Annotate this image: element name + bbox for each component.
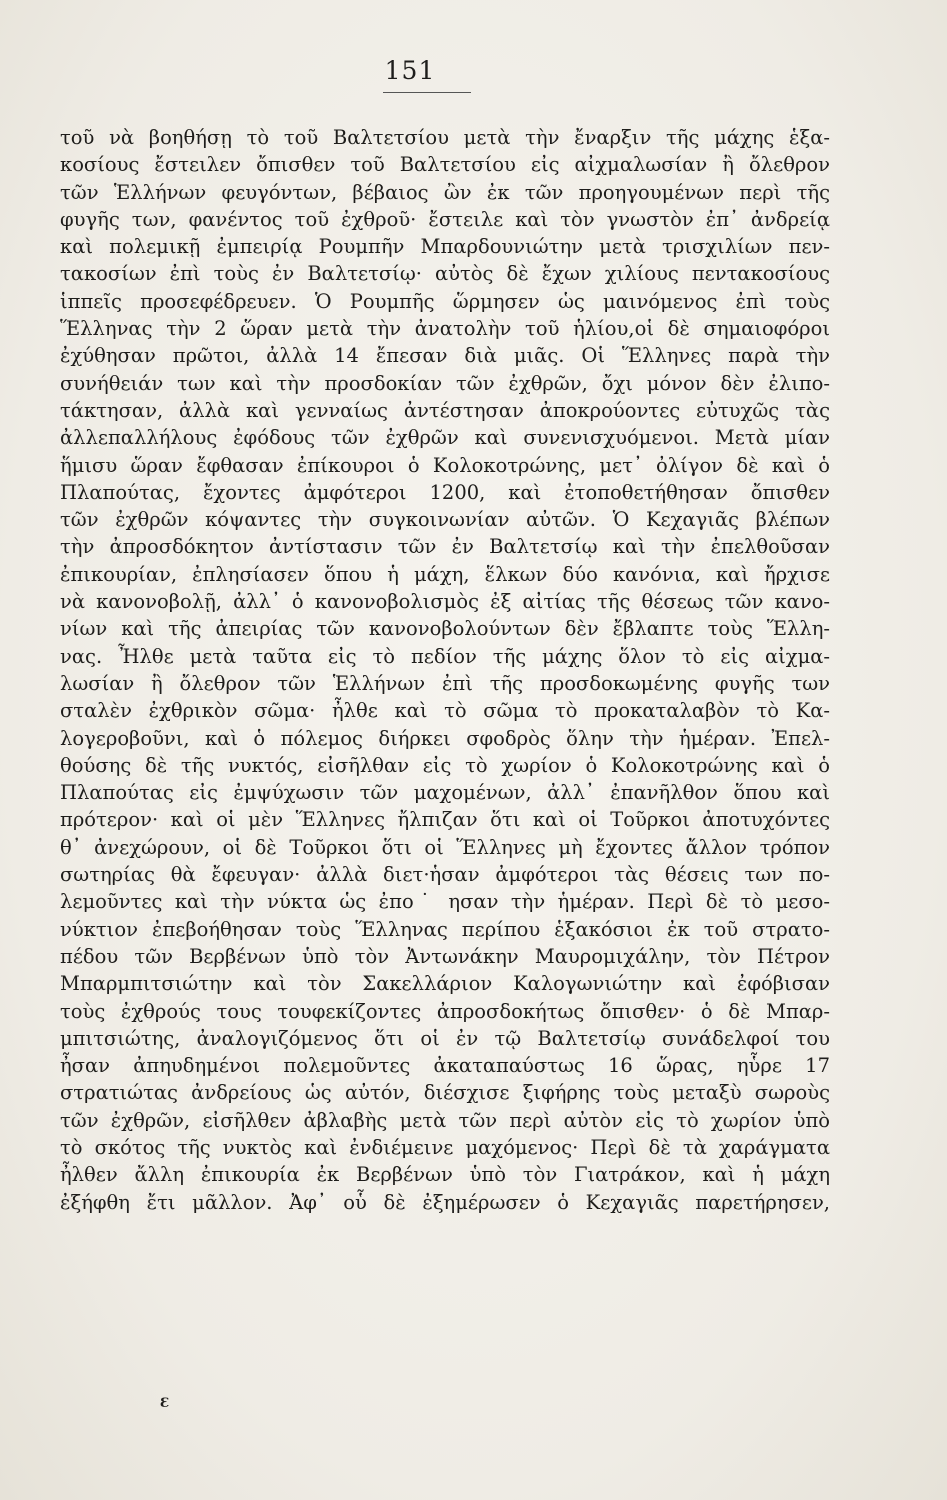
text-line: ἐξήφθη ἔτι μᾶλλον. Ἀφ᾽ οὗ δὲ ἐξημέρωσεν ὁ Κεχαγιᾶς παρετήρησεν, <box>60 1190 830 1214</box>
text-line: Πλαπούτας, ἔχοντες ἀμφότεροι 1200, καὶ ἐτοποθετήθησαν ὄπισθεν <box>60 480 830 504</box>
text-line: ἦλθεν ἄλλη ἐπικουρία ἐκ Βερβένων ὑπὸ τὸν Γιατράκον, καὶ ἡ μάχη <box>60 1163 830 1187</box>
text-line: μπιτσιώτης, ἀναλογιζόμενος ὅτι οἱ ἐν τῷ Βαλτετσίῳ συνάδελφοί του <box>60 1026 830 1050</box>
text-line: θούσης δὲ τῆς νυκτός, εἰσῆλθαν εἰς τὸ χωρίον ὁ Κολοκοτρώνης καὶ ὁ <box>60 753 830 777</box>
text-line: ἀλλεπαλλήλους ἐφόδους τῶν ἐχθρῶν καὶ συνενισχυόμενοι. Μετὰ μίαν <box>60 426 830 450</box>
page-number: 151 <box>384 56 436 85</box>
text-line: Μπαρμπιτσιώτην καὶ τὸν Σακελλάριον Καλογωνιώτην καὶ ἐφόβισαν <box>60 972 830 996</box>
printer-signature-mark: Ɛ <box>160 1396 170 1411</box>
text-line: λωσίαν ἢ ὄλεθρον τῶν Ἑλλήνων ἐπὶ τῆς προσδοκωμένης φυγῆς των <box>60 671 830 695</box>
body-text <box>60 124 830 1216</box>
text-line: νας. Ἦλθε μετὰ ταῦτα εἰς τὸ πεδίον τῆς μάχης ὅλον τὸ εἰς αἰχμα- <box>60 644 830 668</box>
text-line: καὶ πολεμικῇ ἐμπειρίᾳ Ρουμπῆν Μπαρδουνιώτην μετὰ τρισχιλίων πεν- <box>60 235 830 259</box>
text-line: σταλὲν ἐχθρικὸν σῶμα· ἦλθε καὶ τὸ σῶμα τὸ προκαταλαβὸν τὸ Κα- <box>60 699 830 723</box>
text-line: λογεροβοῦνι, καὶ ὁ πόλεμος διήρκει σφοδρὸς ὅλην τὴν ἡμέραν. Ἐπελ- <box>60 726 830 750</box>
text-line: τακοσίων ἐπὶ τοὺς ἐν Βαλτετσίῳ· αὐτὸς δὲ ἔχων χιλίους πεντακοσίους <box>60 262 830 286</box>
text-line: κοσίους ἔστειλεν ὄπισθεν τοῦ Βαλτετσίου εἰς αἰχμαλωσίαν ἢ ὄλεθρον <box>60 153 830 177</box>
text-line: θ᾽ ἀνεχώρουν, οἱ δὲ Τοῦρκοι ὅτι οἱ Ἕλληνες μὴ ἔχοντες ἄλλον τρόπον <box>60 835 830 859</box>
text-line: ἥμισυ ὥραν ἔφθασαν ἐπίκουροι ὁ Κολοκοτρώνης, μετ᾽ ὀλίγον δὲ καὶ ὁ <box>60 453 830 477</box>
text-line: ἱππεῖς προσεφέδρευεν. Ὁ Ρουμπῆς ὥρμησεν ὡς μαινόμενος ἐπὶ τοὺς <box>60 289 830 313</box>
text-line: Πλαπούτας εἰς ἐμψύχωσιν τῶν μαχομένων, ἀλλ᾽ ἐπανῆλθον ὅπου καὶ <box>60 781 830 805</box>
text-line: φυγῆς των, φανέντος τοῦ ἐχθροῦ· ἔστειλε καὶ τὸν γνωστὸν ἐπ᾽ ἀνδρείᾳ <box>60 207 830 231</box>
text-line: πέδου τῶν Βερβένων ὑπὸ τὸν Ἀντωνάκην Μαυρομιχάλην, τὸν Πέτρον <box>60 944 830 968</box>
text-line: τῶν Ἑλλήνων φευγόντων, βέβαιος ὢν ἐκ τῶν προηγουμένων περὶ τῆς <box>60 180 830 204</box>
text-line: συνήθειάν των καὶ τὴν προσδοκίαν τῶν ἐχθρῶν, ὄχι μόνον δὲν ἐλιπο- <box>60 371 830 395</box>
text-line: νὰ κανονοβολῇ, ἀλλ᾽ ὁ κανονοβολισμὸς ἐξ αἰτίας τῆς θέσεως τῶν κανο- <box>60 590 830 614</box>
text-line: τῶν ἐχθρῶν, εἰσῆλθεν ἀβλαβὴς μετὰ τῶν περὶ αὐτὸν εἰς τὸ χωρίον ὑπὸ <box>60 1108 830 1132</box>
text-line: τάκτησαν, ἀλλὰ καὶ γενναίως ἀντέστησαν ἀποκρούοντες εὐτυχῶς τὰς <box>60 398 830 422</box>
text-line: ἐχύθησαν πρῶτοι, ἀλλὰ 14 ἔπεσαν διὰ μιᾶς. Οἱ Ἕλληνες παρὰ τὴν <box>60 344 830 368</box>
text-line: σωτηρίας θὰ ἔφευγαν· ἀλλὰ διετ·ἡσαν ἀμφότεροι τὰς θέσεις των πο- <box>60 863 830 887</box>
text-line: τοῦ νὰ βοηθήσῃ τὸ τοῦ Βαλτετσίου μετὰ τὴν ἔναρξιν τῆς μάχης ἑξα- <box>60 126 830 149</box>
header-rule <box>383 92 471 93</box>
text-line: ἦσαν ἀπηυδημένοι πολεμοῦντες ἀκαταπαύστως 16 ὥρας, ηὗρε 17 <box>60 1054 830 1078</box>
text-line: ἐπικουρίαν, ἐπλησίασεν ὅπου ἡ μάχη, ἕλκων δύο κανόνια, καὶ ἤρχισε <box>60 562 830 586</box>
text-line: τὸ σκότος τῆς νυκτὸς καὶ ἐνδιέμεινε μαχόμενος· Περὶ δὲ τὰ χαράγματα <box>60 1135 830 1159</box>
text-line: τὴν ἀπροσδόκητον ἀντίστασιν τῶν ἐν Βαλτετσίῳ καὶ τὴν ἐπελθοῦσαν <box>60 535 830 559</box>
text-line: νύκτιον ἐπεβοήθησαν τοὺς Ἕλληνας περίπου ἑξακόσιοι ἐκ τοῦ στρατο- <box>60 917 830 941</box>
text-line: τῶν ἐχθρῶν κόψαντες τὴν συγκοινωνίαν αὐτῶν. Ὁ Κεχαγιᾶς βλέπων <box>60 508 830 532</box>
text-line: στρατιώτας ἀνδρείους ὡς αὐτόν, διέσχισε ξιφήρης τοὺς μεταξὺ σωροὺς <box>60 1081 830 1105</box>
text-line: τοὺς ἐχθρούς τους τουφεκίζοντες ἀπροσδοκήτως ὄπισθεν· ὁ δὲ Μπαρ- <box>60 999 830 1023</box>
text-line: Ἕλληνας τὴν 2 ὥραν μετὰ τὴν ἀνατολὴν τοῦ ἡλίου,οἱ δὲ σημαιοφόροι <box>60 317 830 341</box>
text-line: νίων καὶ τῆς ἀπειρίας τῶν κανονοβολούντων δὲν ἔβλαπτε τοὺς Ἕλλη- <box>60 617 830 641</box>
text-line: πρότερον· καὶ οἱ μὲν Ἕλληνες ἤλπιζαν ὅτι καὶ οἱ Τοῦρκοι ἀποτυχόντες <box>60 808 830 832</box>
text-line: λεμοῦντες καὶ τὴν νύκτα ὡς ἐπο˙ ησαν τὴν ἡμέραν. Περὶ δὲ τὸ μεσο- <box>60 890 830 914</box>
